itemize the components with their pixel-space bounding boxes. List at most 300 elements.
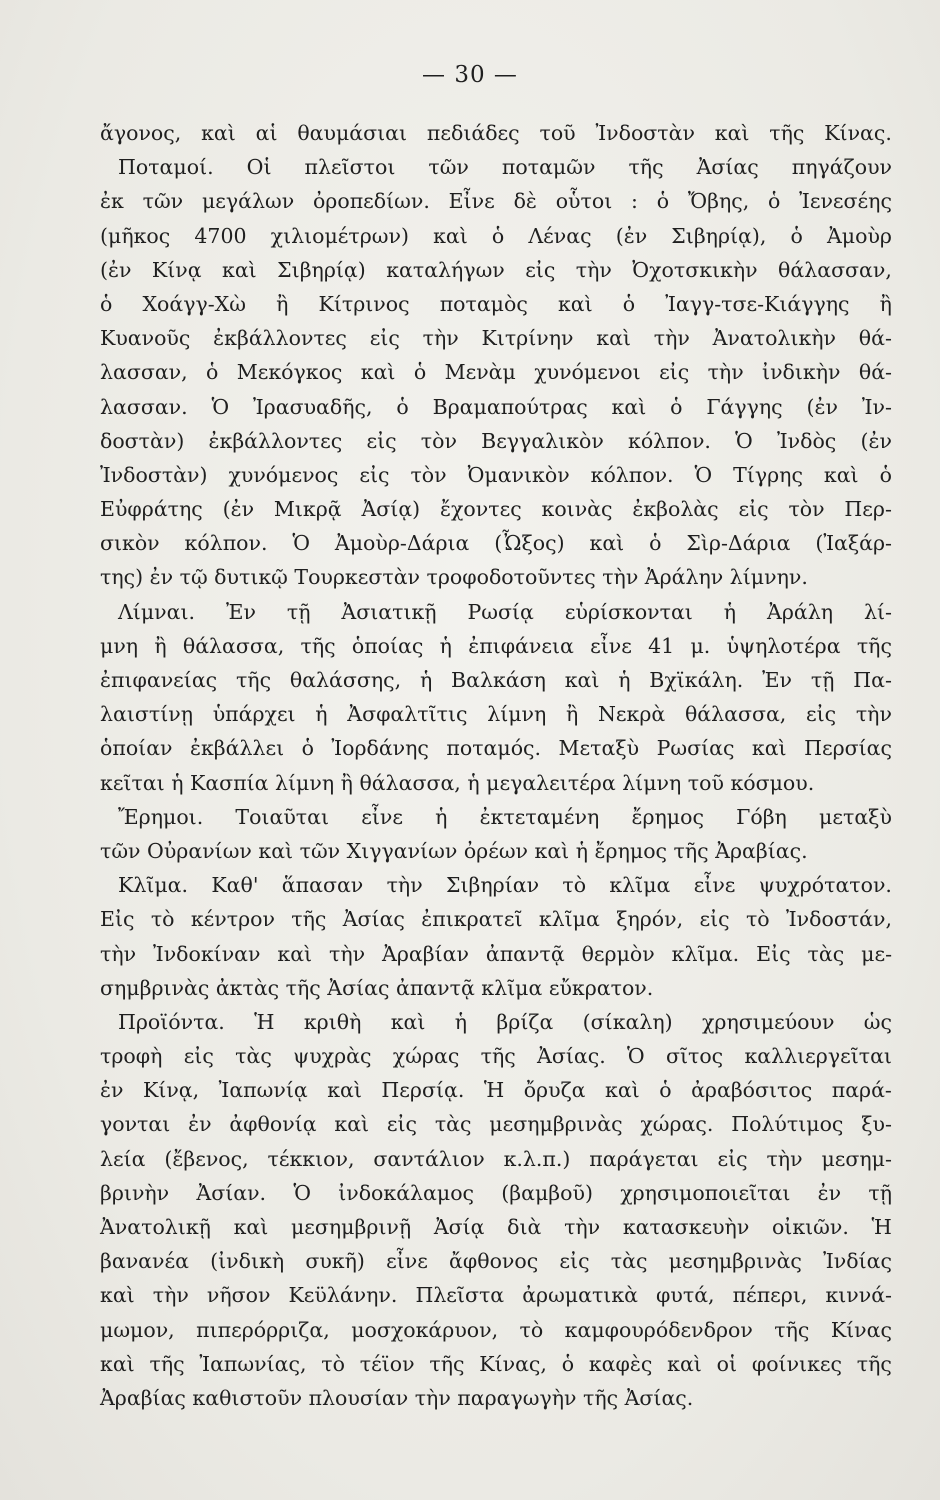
word: Ἡ (871, 1215, 892, 1239)
word: (ἔβενος, (164, 1146, 249, 1171)
word: Περσίᾳ. (381, 1078, 465, 1103)
word: τέκκιον, (267, 1146, 355, 1171)
text-line (100, 1176, 892, 1210)
word: Γόβη (736, 804, 787, 829)
word: Ὀμανικὸν (467, 462, 570, 487)
word: Λίμναι. (118, 599, 196, 624)
word: ὁποίας (351, 633, 424, 658)
word: τῶν (428, 155, 469, 180)
word: τῇ (286, 599, 311, 624)
word: τῆς (149, 1351, 185, 1376)
word: καὶ (327, 1078, 362, 1103)
word: τὰς (434, 1112, 472, 1137)
word: καμφουρόδενδρον (564, 1317, 753, 1342)
word: θάλασσα, (182, 633, 285, 658)
word: Σὶρ-Δάρια (686, 531, 791, 556)
word: ὁ (768, 189, 781, 214)
word: Καθ' (211, 873, 259, 898)
word: τὰς (610, 1249, 648, 1274)
word: τῆς (769, 121, 805, 145)
word: οὗτοι (555, 189, 613, 214)
word: Σιβηρίᾳ), (671, 223, 767, 248)
word: βρίζα (496, 1009, 554, 1034)
word: ὁ (100, 291, 113, 316)
word: ἡ (618, 668, 631, 692)
word: θά- (858, 326, 892, 351)
word: Λένας (528, 223, 592, 248)
word: νῆσον (206, 1283, 271, 1308)
word: κλῖμα (609, 873, 671, 898)
word: εἰς (386, 1112, 418, 1137)
word: καὶ (714, 121, 750, 145)
word: Χοάγγ-Χὼ (142, 291, 246, 316)
word: ἅπασαν (281, 873, 364, 898)
word: καὶ (589, 531, 625, 556)
word: Ἰρασυαδῆς, (253, 394, 373, 419)
word: καὶ (100, 1283, 135, 1308)
word: ὁ (656, 189, 670, 214)
word: Ἡ (483, 1078, 505, 1103)
word: ἐκβάλλοντες (208, 428, 343, 453)
word: ἡ (315, 702, 328, 727)
word: Οἱ (246, 155, 272, 180)
word: τὸ (562, 873, 587, 898)
word: Ἰνδοκίναν (153, 941, 261, 966)
word: ὁ (622, 291, 636, 316)
word: (σίκαλη) (582, 1009, 673, 1034)
word: ποταμὸς (439, 291, 528, 316)
word: τέϊον (359, 1351, 415, 1376)
word: (Ὦξος) (494, 531, 565, 556)
text-line (100, 595, 892, 629)
word: ἄφθονος (449, 1249, 539, 1274)
word: εἰς (717, 1146, 748, 1171)
word: εἰς (738, 497, 769, 522)
word: κόλπον. (590, 462, 674, 487)
word: Τοιαῦται (235, 804, 330, 829)
text-line (100, 1210, 892, 1244)
word: Ἰνδίας (823, 1249, 892, 1274)
word: ἔχοντες (440, 497, 522, 522)
word: καὶ (233, 1215, 269, 1239)
word: τὴν (386, 873, 423, 898)
word: καὶ (201, 121, 236, 145)
word: διὰ (507, 1215, 542, 1239)
word: ἢ (879, 291, 892, 316)
text-line (100, 629, 892, 663)
word: χιλιομέτρων) (270, 223, 409, 248)
word: ὑψηλοτέρα (726, 633, 841, 658)
word: ἐπικρατεῖ (421, 907, 523, 932)
word: τὴν (329, 941, 366, 966)
word: καὶ (667, 1351, 702, 1376)
word: Ἀνατολικὴν (712, 326, 837, 351)
word: Πολύτιμος (731, 1112, 844, 1137)
word: τῇ (868, 1180, 892, 1205)
word: ἐν (817, 1180, 842, 1205)
word: Σιβηρίᾳ) (277, 257, 366, 282)
word: μ. (690, 633, 711, 658)
word: ξηρόν, (616, 907, 684, 932)
word: καὶ (611, 394, 647, 419)
word: Ἰορδάνης (331, 736, 429, 761)
word: εἶνε (361, 804, 403, 829)
text-line (100, 1005, 892, 1039)
word: Ἀνατολικῇ (100, 1215, 211, 1239)
word: ἀπαντᾷ (485, 941, 565, 966)
word: εἶνε (693, 873, 736, 898)
word: Ἰνδοστὰν) (100, 462, 208, 487)
word: Ἰαπωνίας, (199, 1351, 307, 1376)
word: πεδιάδες (426, 121, 520, 145)
word: Τίγρης (733, 462, 803, 487)
word: χρησιμοποιεῖται (620, 1180, 791, 1205)
word: καὶ (334, 1112, 370, 1137)
text-line: σημβρινὰς ἀκτὰς τῆς Ἀσίας ἀπαντᾷ κλῖμα εὔκρατον. (100, 975, 654, 1000)
word: καὶ (596, 326, 631, 351)
word: Γάγγης (706, 394, 783, 419)
word: Ἀσιατικῇ (341, 599, 437, 624)
text-line (100, 1313, 892, 1347)
text-line (100, 184, 892, 218)
word: δὲ (513, 189, 537, 214)
word: Ἀμοὺρ-Δάρια (334, 531, 470, 556)
word: μοσχοκάρυον, (351, 1317, 499, 1342)
word: λαιστίνῃ (100, 702, 193, 727)
word: τροφὴ (100, 1044, 163, 1069)
word: Ὁ (292, 531, 311, 556)
word: ἐπιφάνεια (468, 633, 574, 658)
word: Βεγγαλικὸν (481, 428, 604, 453)
word: εἰς (183, 1044, 214, 1069)
word: τῆς (429, 1351, 465, 1376)
word: παρά- (831, 1078, 892, 1103)
word: τῶν (142, 189, 184, 214)
word: κατασκευὴν (622, 1215, 750, 1239)
word: (ἰνδικὴ (210, 1249, 285, 1274)
word: λίμνη (487, 702, 547, 727)
word: πηγάζουν (791, 155, 892, 180)
word: ὁ (396, 394, 409, 419)
word: ὀροπεδίων. (312, 189, 430, 214)
word: ἰνδοκάλαμος (338, 1180, 475, 1205)
word: χυνόμενοι (534, 360, 641, 385)
word: ὁ (670, 394, 683, 419)
word: εἶνε (386, 1249, 428, 1274)
word: ἐκβάλλει (189, 736, 285, 761)
word: Μεκόγκος (236, 360, 343, 385)
word: Ἀσίαν. (196, 1180, 267, 1205)
word: Ρωσίᾳ (467, 599, 534, 624)
word: αἱ (255, 121, 278, 145)
word: ἐπιφανείας (100, 668, 218, 692)
word: τὸν (410, 462, 447, 487)
word: ὁ (491, 223, 505, 248)
word: 4700 (194, 223, 247, 248)
word: Ἰνδὸς (776, 428, 837, 453)
word: τοῦ (539, 121, 576, 145)
word: μεσημβρινὰς (668, 1249, 802, 1274)
word: τὸν (788, 497, 825, 522)
word: καὶ (277, 941, 313, 966)
word: σαντάλιον (373, 1146, 485, 1171)
word: ἡ (723, 599, 737, 624)
word: λεία (100, 1146, 146, 1171)
word: Σιβηρίαν (445, 873, 540, 898)
word: (ἐν (860, 428, 892, 453)
word: τὴν (855, 702, 892, 727)
word: Ρωσίας (656, 736, 735, 761)
word: χώρας. (640, 1112, 714, 1137)
word: Εἶνε (448, 189, 495, 214)
word: ὁ (649, 531, 662, 556)
word: χώρας (392, 1044, 460, 1069)
word: (μῆκος (100, 223, 171, 248)
word: καὶ (823, 462, 859, 487)
word: τὴν (766, 1146, 803, 1171)
text-line (100, 1278, 892, 1312)
word: (βαμβοῦ) (501, 1180, 593, 1205)
word: τὴν (152, 1283, 189, 1308)
word: ὁποίαν (100, 736, 173, 761)
text-line (100, 697, 892, 731)
word: πλεῖστοι (304, 155, 396, 180)
word: καὶ (390, 1009, 426, 1034)
text-line (100, 390, 892, 424)
word: Ὁ (627, 1044, 645, 1069)
word: καὶ (222, 257, 257, 282)
word: εἰς (806, 702, 837, 727)
word: κέντρον (190, 907, 275, 932)
word: Ἰαγγ-τσε-Κιάγγης (665, 291, 850, 316)
word: κόλπον. (628, 428, 711, 453)
word: καὶ (360, 360, 396, 385)
word: ἢ (276, 291, 289, 316)
word: ὁ (790, 223, 803, 248)
word: κοινὰς (541, 497, 613, 522)
word: Βαλκάση (451, 668, 546, 692)
word: Κίνας (830, 1317, 892, 1342)
text-line (100, 1142, 892, 1176)
text-line (100, 526, 892, 560)
word: ἡ (454, 1009, 468, 1034)
word: ἐκβάλλοντες (213, 326, 347, 351)
word: κλῖμα. (671, 941, 740, 966)
word: ψυχρότατον. (758, 873, 892, 898)
word: Κίνᾳ, (142, 1078, 200, 1103)
word: τῆς (480, 1044, 516, 1069)
word: ἔρημος (631, 804, 704, 829)
word: καὶ (605, 1078, 640, 1103)
text-line (100, 150, 892, 184)
word: Πα- (853, 668, 892, 692)
word: Ἀσίᾳ (433, 1215, 485, 1239)
word: Ὁ (293, 1180, 311, 1205)
word: θά- (858, 360, 892, 385)
word: φοίνικες (751, 1351, 842, 1376)
word: Ἐν (225, 599, 256, 624)
word: Κλῖμα. (118, 873, 189, 898)
word: τὸ (745, 907, 770, 932)
text-line (100, 492, 892, 526)
word: Κίνας. (824, 121, 892, 145)
word: (ἐν (615, 223, 648, 248)
word: Ἰνδοστὰν (595, 121, 695, 145)
text-line: κεῖται ἡ Κασπία λίμνη ἢ θάλασσα, ἡ μεγαλειτέρα λίμνη τοῦ κόσμου. (100, 770, 815, 795)
page-number: — 30 — (422, 62, 518, 88)
word: τὸν (420, 428, 457, 453)
word: εἰς (659, 360, 690, 385)
word: τὸ (321, 1351, 345, 1376)
word: ξυ- (861, 1112, 892, 1137)
word: Εὐφράτης (100, 497, 203, 522)
word: (ἐν (100, 257, 132, 282)
word: ἐκβολὰς (632, 497, 719, 522)
word: βανανέα (100, 1249, 189, 1274)
word: Ὀχοτσκικὴν (632, 257, 758, 282)
word: Ἀσίας (696, 155, 759, 180)
word: Ἀσίᾳ) (361, 497, 421, 522)
word: Μεταξὺ (558, 736, 640, 761)
word: Περ- (844, 497, 892, 522)
word: εἰς (559, 1249, 590, 1274)
word: τὴν (707, 360, 744, 385)
word: τὴν (422, 326, 459, 351)
word: τὰς (807, 941, 845, 966)
word: μεταξὺ (819, 804, 892, 829)
word: Ἀσίας (342, 907, 405, 932)
word: ἡ (419, 668, 433, 692)
word: ἐν (100, 1078, 124, 1103)
word: Κυανοῦς (100, 326, 191, 351)
word: μεσημβρινῇ (290, 1215, 412, 1239)
word: οἱ (716, 1351, 738, 1376)
word: χυνόμενος (228, 462, 339, 487)
text-line (100, 219, 892, 253)
word: κριθὴ (303, 1009, 362, 1034)
word: Ἀμοὺρ (826, 223, 892, 248)
word: τῆς (856, 1351, 892, 1376)
word: ὁ (301, 736, 314, 761)
word: Βραμαπούτρας (432, 394, 588, 419)
word: εἰς (699, 907, 730, 932)
word: ἀρωματικὰ (522, 1283, 639, 1308)
word: τὸ (519, 1317, 544, 1342)
text-line (100, 1347, 892, 1381)
word: 41 (648, 633, 675, 658)
word: τὴν (653, 326, 690, 351)
word: ὁ (561, 1351, 575, 1376)
word: Κίνᾳ (151, 257, 202, 282)
word: τῆς (774, 1317, 810, 1342)
word: ὁ (879, 462, 892, 487)
word: ἐν (188, 1112, 212, 1137)
word: τὴν (100, 941, 137, 966)
word: τῆς (628, 155, 664, 180)
word: Πλεῖστα (415, 1283, 505, 1308)
word: : (631, 189, 638, 214)
word: καὶ (100, 1351, 135, 1376)
word: φυτά, (656, 1283, 715, 1308)
word: παράγεται (589, 1146, 699, 1171)
word: εἶνε (590, 633, 632, 658)
word: Ἐν (762, 668, 793, 692)
word: καφὲς (588, 1351, 653, 1376)
word: εἰς (366, 428, 397, 453)
text-line (100, 355, 892, 389)
word: Ποταμοί. (118, 155, 214, 180)
text-line (100, 800, 892, 834)
word: ἀραβόσιτος (691, 1078, 813, 1103)
text-line (100, 1107, 892, 1141)
text-line (100, 253, 892, 287)
word: καταλήγων (386, 257, 505, 282)
word: εἰς (369, 326, 400, 351)
word: τῆς (856, 633, 892, 658)
text-line (100, 1073, 892, 1107)
word: θαυμάσιαι (297, 121, 408, 145)
word: ἄγονος, (100, 121, 182, 145)
word: Ἰν- (861, 394, 892, 419)
word: μεσημβρινὰς (489, 1112, 623, 1137)
word: θερμὸν (581, 941, 655, 966)
word: Ἀραβίαν (382, 941, 469, 966)
text-line (100, 868, 892, 902)
word: Ἔρημοι. (118, 804, 204, 829)
word: Εἰς (100, 907, 135, 932)
word: (ἐν (806, 394, 838, 419)
text-line (100, 424, 892, 458)
word: Ἀσφαλτῖτις (347, 702, 468, 727)
word: καὶ (433, 223, 468, 248)
word: τὸ (150, 907, 175, 932)
word: κλῖμα (538, 907, 600, 932)
text-line (100, 663, 892, 697)
word: καὶ (751, 736, 787, 761)
word: τὰς (235, 1044, 272, 1069)
word: οἰκιῶν. (771, 1215, 849, 1239)
word: (Ἰαξάρ- (815, 531, 892, 556)
word: εὑρίσκονται (564, 599, 693, 624)
word: κόλπον. (184, 531, 268, 556)
text-line (100, 321, 892, 355)
word: λί- (863, 599, 892, 624)
word: ὡς (863, 1009, 892, 1034)
word: σῖτος (665, 1044, 724, 1069)
word: ἐκτεταμένη (479, 804, 600, 829)
word: ποταμῶν (501, 155, 596, 180)
word: εἰς (359, 462, 390, 487)
word: ἀφθονίᾳ (229, 1112, 317, 1137)
word: μεσημ- (821, 1146, 892, 1171)
word: Κεϋλάνην. (288, 1283, 398, 1308)
word: ἢ (566, 702, 579, 727)
word: Εἰς (756, 941, 791, 966)
body-text (100, 116, 892, 1415)
word: θαλάσσης, (289, 668, 402, 692)
word: (ἐν (222, 497, 255, 522)
word: λασσαν, (100, 360, 188, 385)
word: τὴν (564, 1215, 601, 1239)
word: ἡ (435, 804, 448, 829)
word: δοστὰν) (100, 428, 185, 453)
word: Βχϊκάλη. (649, 668, 744, 692)
word: ὁ (659, 1078, 672, 1103)
word: πέπερι, (732, 1283, 808, 1308)
word: μωμον, (100, 1317, 175, 1342)
word: Ἰενεσέης (799, 189, 892, 214)
word: τῆς (291, 907, 327, 932)
